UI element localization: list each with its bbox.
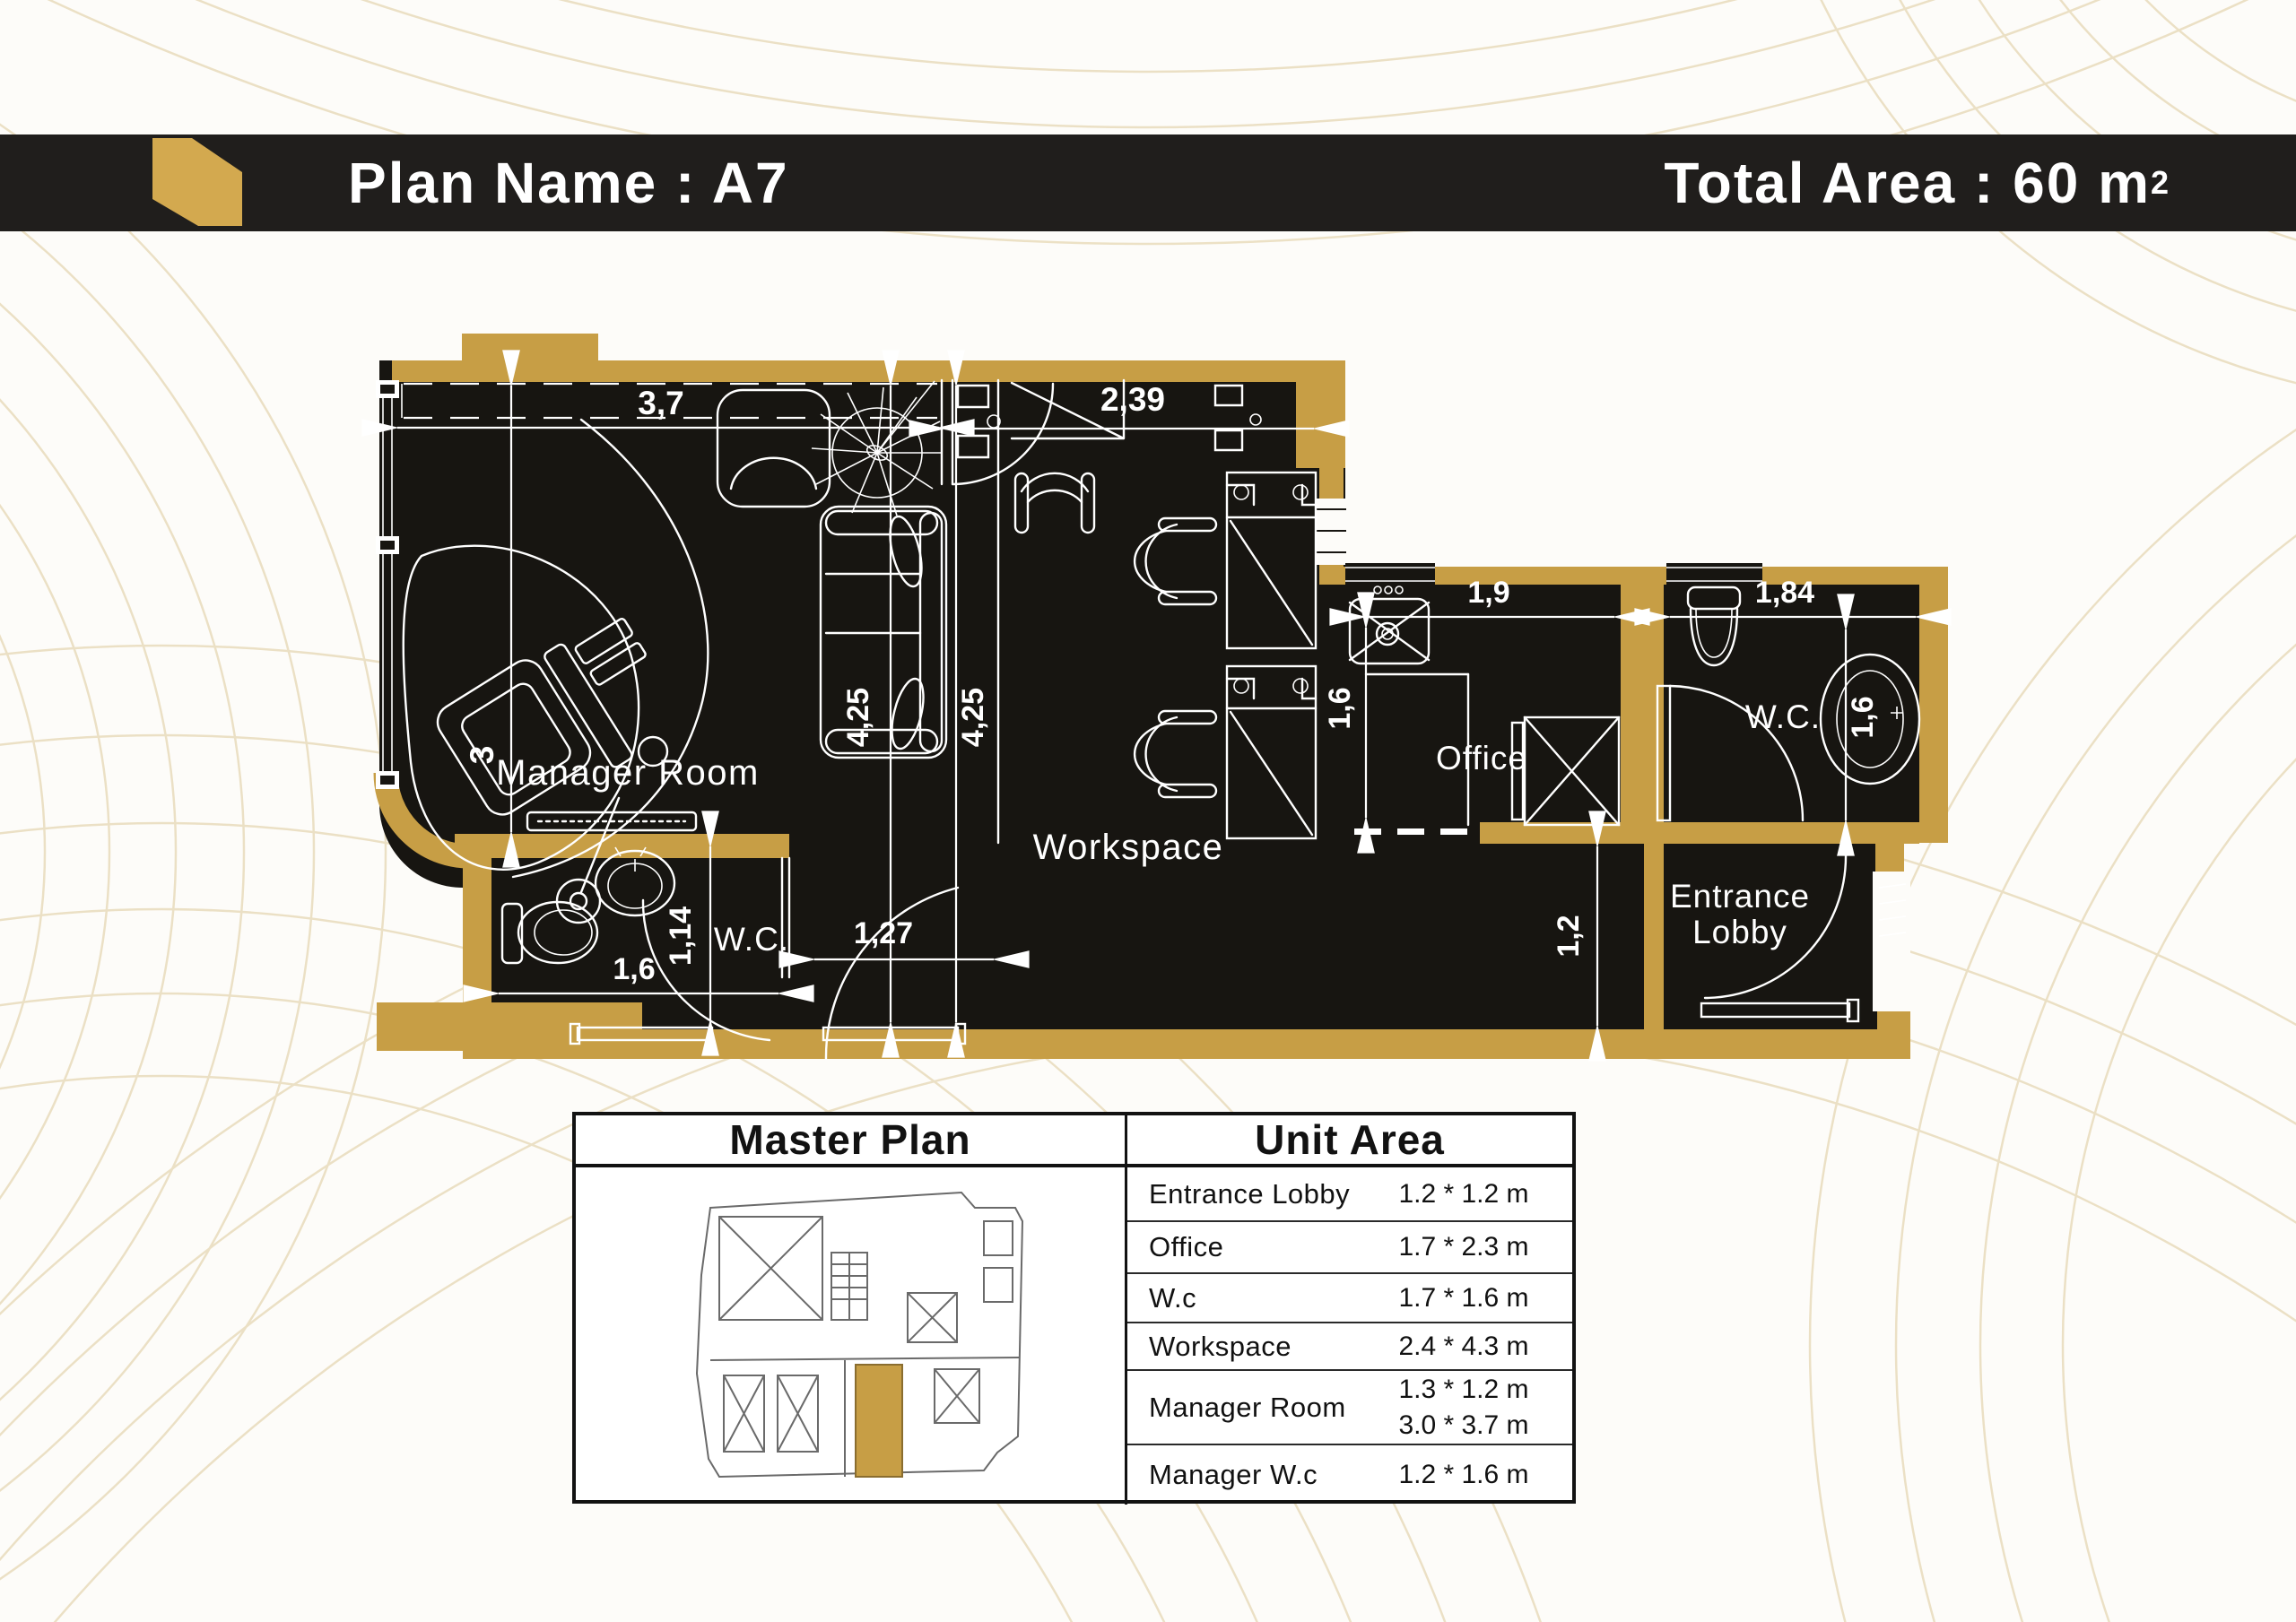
master-plan-header: Master Plan (729, 1116, 971, 1163)
dim-3: 3 (464, 745, 500, 765)
table-row (1127, 1445, 1572, 1505)
row-value: 1.2 * 1.6 m (1398, 1460, 1529, 1489)
dim-1-27: 1,27 (853, 916, 914, 950)
row-label: Entrance Lobby (1149, 1177, 1351, 1210)
brand-logo-icon (149, 136, 248, 230)
row-value: 1.7 * 2.3 m (1398, 1232, 1529, 1262)
table-header-row (576, 1115, 1572, 1167)
dim-1-6: 1,6 (613, 952, 656, 986)
unit-area-rows (1125, 1167, 1572, 1505)
row-label: Office (1149, 1231, 1224, 1262)
table-row (1127, 1371, 1572, 1445)
dim-1-84: 1,84 (1754, 576, 1815, 610)
row-label: Workspace (1149, 1330, 1292, 1362)
header-bar (0, 134, 2296, 231)
highlighted-unit (856, 1365, 902, 1477)
dim-1-14: 1,14 (664, 906, 698, 967)
row-label: Manager Room (1149, 1391, 1346, 1423)
label-workspace: Workspace (1032, 828, 1224, 867)
dim-1-6: 1,6 (1846, 696, 1880, 739)
dim-1-6: 1,6 (1323, 687, 1357, 730)
row-value: 3.0 * 3.7 m (1398, 1409, 1529, 1440)
label-wc: W.C. (713, 921, 790, 958)
dim-1-9: 1,9 (1467, 576, 1510, 610)
label-entrance-lobby: Lobby (1692, 914, 1787, 950)
dim-3-7: 3,7 (638, 385, 684, 421)
row-value: 1.2 * 1.2 m (1398, 1178, 1529, 1209)
unit-area-table (572, 1112, 1576, 1504)
table-row (1127, 1167, 1572, 1222)
row-value: 1.3 * 1.2 m (1398, 1374, 1529, 1404)
total-area-title: Total Area : 60 m 2 (1664, 151, 2170, 215)
unit-area-header: Unit Area (1125, 1115, 1572, 1164)
row-label: Manager W.c (1149, 1459, 1318, 1490)
label-office: Office (1436, 740, 1527, 776)
dim-4-25: 4,25 (956, 687, 990, 748)
master-plan-thumbnail (576, 1167, 1125, 1500)
balcony-tab-wall (462, 334, 598, 362)
dim-1-2: 1,2 (1552, 915, 1586, 958)
label-manager-room: Manager Room (496, 753, 760, 793)
table-row (1127, 1323, 1572, 1371)
dim-4-25: 4,25 (841, 687, 875, 748)
table-row (1127, 1222, 1572, 1274)
label-entrance-lobby: Entrance (1669, 878, 1811, 915)
label-wc: W.C. (1744, 698, 1822, 735)
row-label: W.c (1149, 1281, 1197, 1314)
table-row (1127, 1274, 1572, 1323)
plan-name-title: Plan Name : A7 (348, 151, 789, 215)
row-value: 2.4 * 4.3 m (1398, 1331, 1529, 1361)
total-area-text: Total Area : 60 m (1664, 151, 2151, 215)
row-value: 1.7 * 1.6 m (1398, 1282, 1529, 1313)
dim-2-39: 2,39 (1100, 381, 1166, 418)
master-plan-cell (576, 1167, 1125, 1505)
